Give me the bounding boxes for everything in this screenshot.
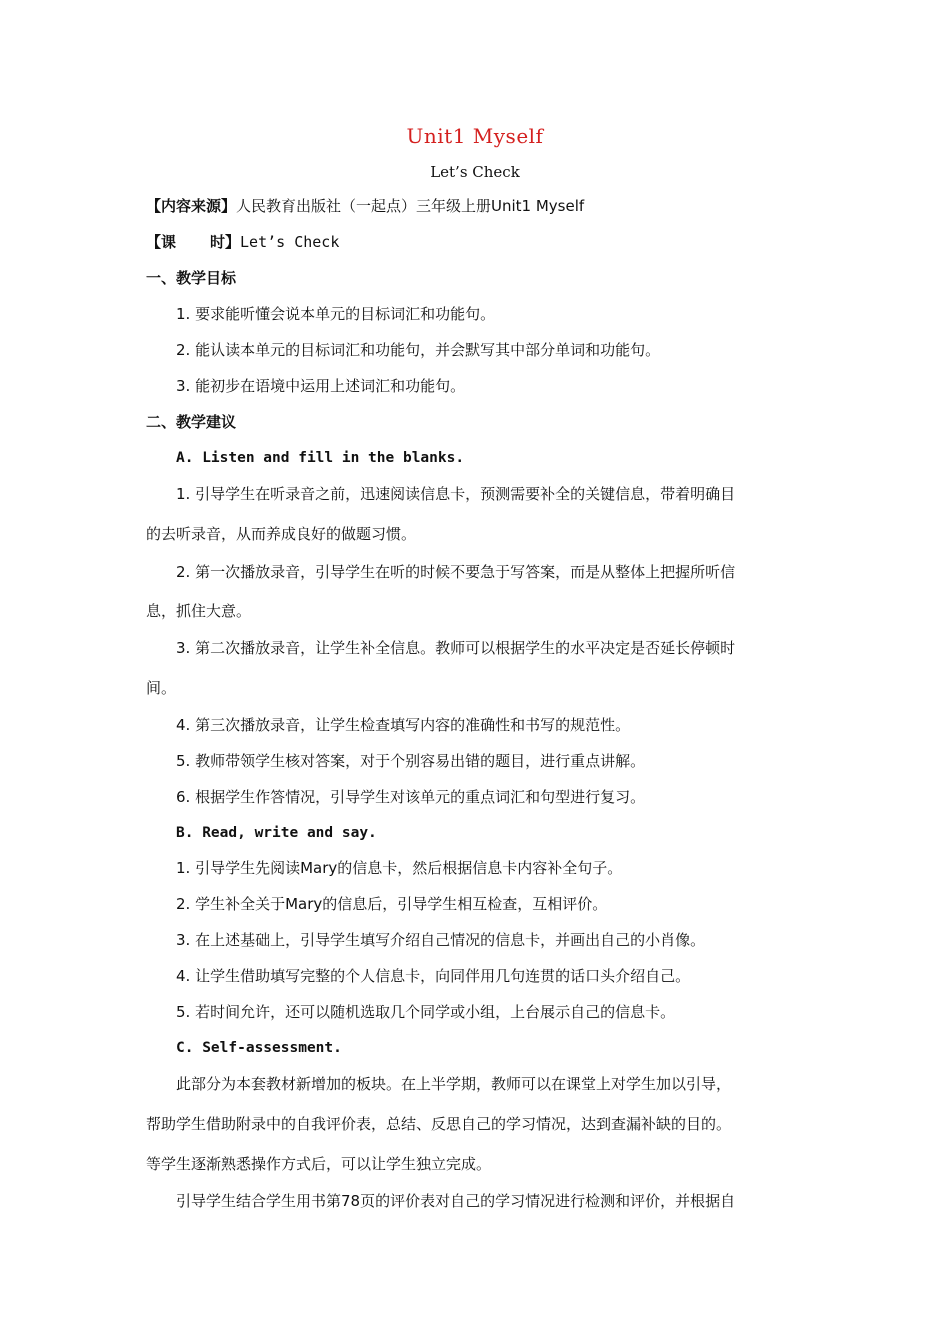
partC-paragraph-line: 等学生逐渐熟悉操作方式后，可以让学生独立完成。 <box>146 1155 492 1173</box>
partB-item: 2. 学生补全关于Mary的信息后，引导学生相互检查，互相评价。 <box>176 895 608 913</box>
partA-item: 5. 教师带领学生核对答案，对于个别容易出错的题目，进行重点讲解。 <box>176 752 646 770</box>
partB-item: 5. 若时间允许，还可以随机选取几个同学或小组，上台展示自己的信息卡。 <box>176 1003 676 1021</box>
partA-item: 1. 引导学生在听录音之前，迅速阅读信息卡，预测需要补全的关键信息，带着明确目 <box>176 485 736 503</box>
partA-item: 3. 第二次播放录音，让学生补全信息。教师可以根据学生的水平决定是否延长停顿时 <box>176 639 736 657</box>
document-title: Unit1 Myself <box>406 124 544 148</box>
source-line <box>146 195 816 217</box>
partA-item: 6. 根据学生作答情况，引导学生对该单元的重点词汇和句型进行复习。 <box>176 788 646 806</box>
lesson-text: Let’s Check <box>240 233 340 251</box>
partA-heading: A. Listen and fill in the blanks. <box>176 450 465 466</box>
partC-paragraph-line: 帮助学生借助附录中的自我评价表，总结、反思自己的学习情况，达到查漏补缺的目的。 <box>146 1115 732 1133</box>
goal-item: 3. 能初步在语境中运用上述词汇和功能句。 <box>176 377 466 395</box>
partA-item-cont: 间。 <box>146 679 177 697</box>
partB-item: 4. 让学生借助填写完整的个人信息卡，向同伴用几句连贯的话口头介绍自己。 <box>176 967 691 985</box>
partB-heading: B. Read, write and say. <box>176 825 377 841</box>
document-subtitle: Let’s Check <box>430 163 520 181</box>
lesson-label-b: 时】 <box>210 233 241 251</box>
partC-paragraph-line: 引导学生结合学生用书第78页的评价表对自己的学习情况进行检测和评价，并根据自 <box>176 1192 736 1210</box>
partB-item: 1. 引导学生先阅读Mary的信息卡，然后根据信息卡内容补全句子。 <box>176 859 623 877</box>
lesson-line <box>146 231 816 253</box>
section1-heading: 一、教学目标 <box>146 269 237 287</box>
section2-heading: 二、教学建议 <box>146 413 237 431</box>
partA-item-cont: 息，抓住大意。 <box>146 602 252 620</box>
source-label: 【内容来源】 <box>146 197 237 215</box>
lesson-label-a: 【课 <box>146 233 177 251</box>
source-text: 人民教育出版社（一起点）三年级上册Unit1 Myself <box>236 197 585 215</box>
partA-item-cont: 的去听录音，从而养成良好的做题习惯。 <box>146 525 417 543</box>
partB-item: 3. 在上述基础上，引导学生填写介绍自己情况的信息卡，并画出自己的小肖像。 <box>176 931 706 949</box>
partA-item: 2. 第一次播放录音，引导学生在听的时候不要急于写答案，而是从整体上把握所听信 <box>176 563 736 581</box>
partA-item: 4. 第三次播放录音，让学生检查填写内容的准确性和书写的规范性。 <box>176 716 631 734</box>
goal-item: 2. 能认读本单元的目标词汇和功能句，并会默写其中部分单词和功能句。 <box>176 341 661 359</box>
goal-item: 1. 要求能听懂会说本单元的目标词汇和功能句。 <box>176 305 496 323</box>
partC-paragraph-line: 此部分为本套教材新增加的板块。在上半学期，教师可以在课堂上对学生加以引导， <box>176 1075 732 1093</box>
partC-heading: C. Self-assessment. <box>176 1040 342 1056</box>
